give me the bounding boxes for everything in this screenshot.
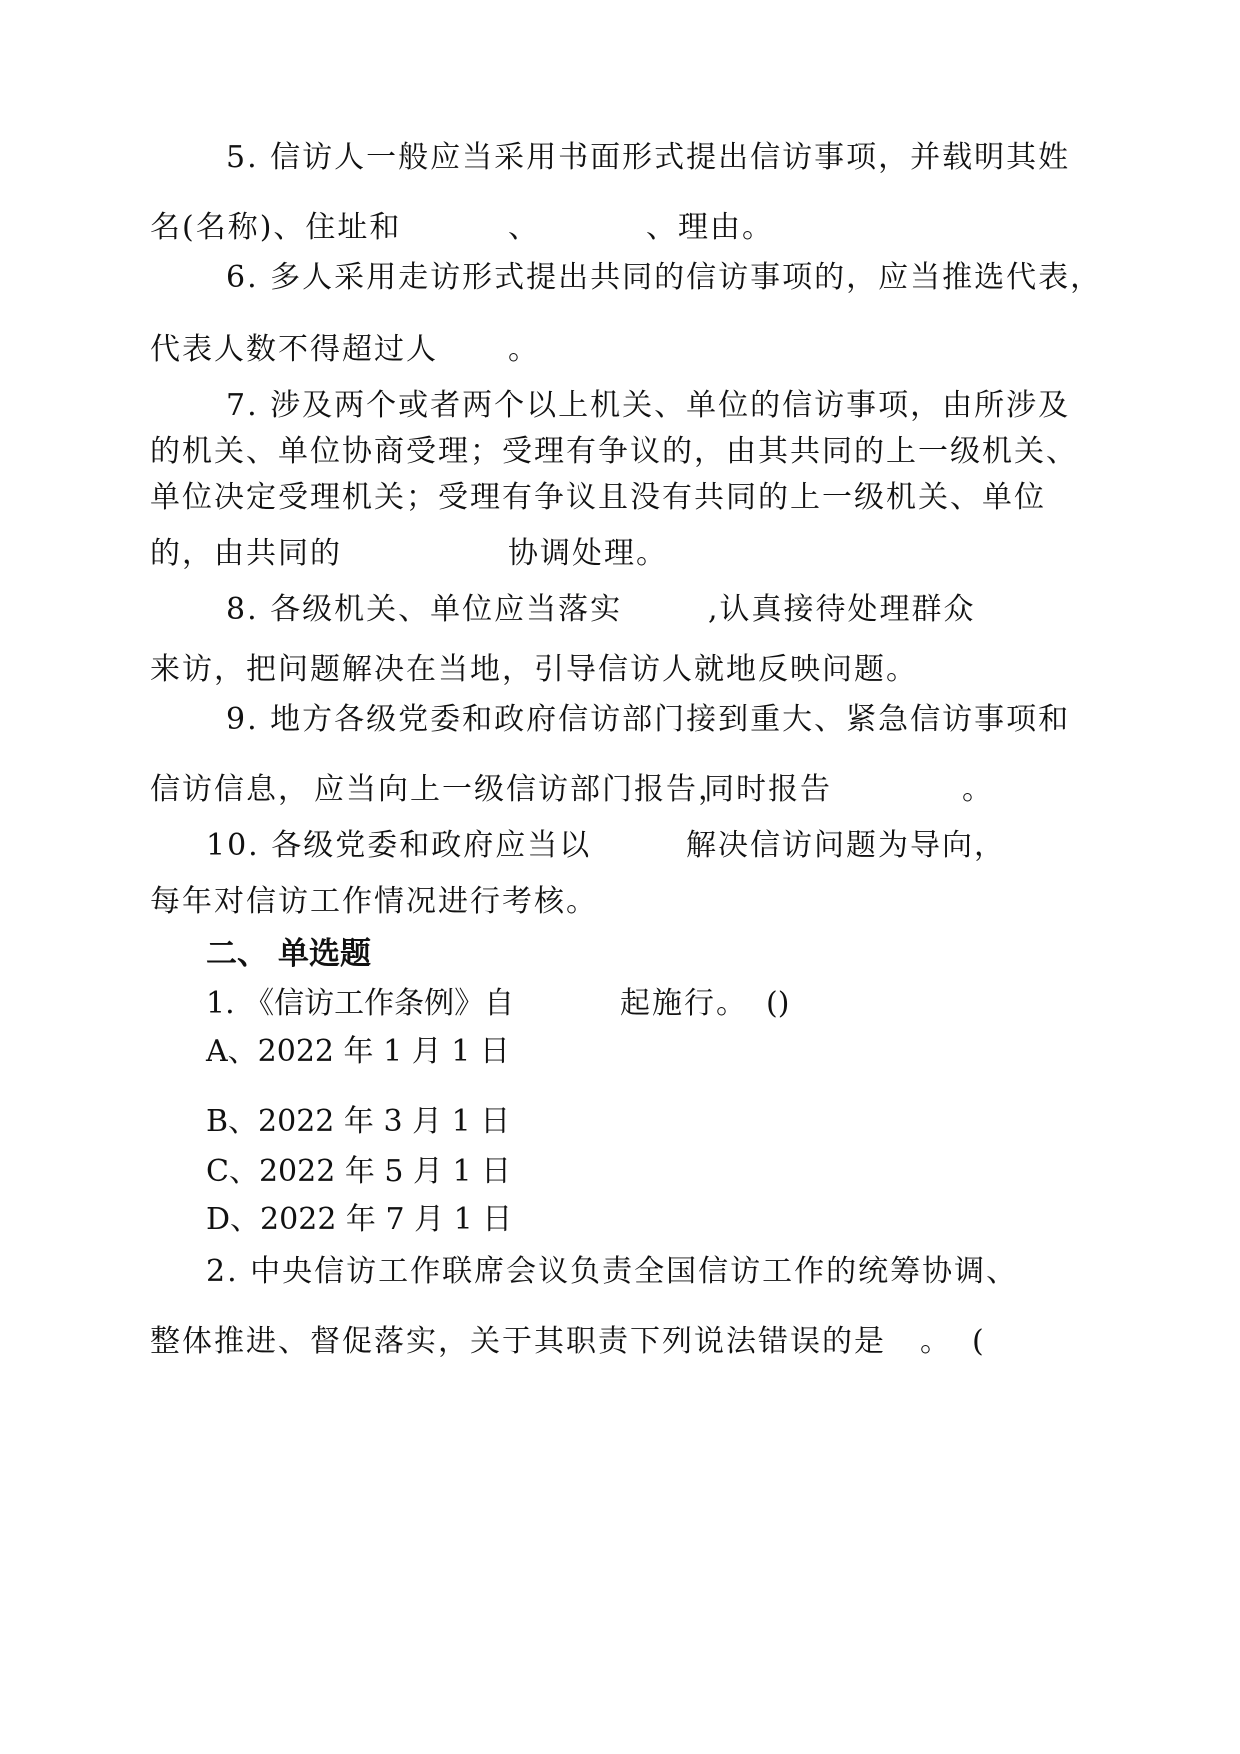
q5-line-2 [150, 208, 401, 248]
q7-line-3: 单位决定受理机关；受理有争议且没有共同的上一级机关、单位 [150, 480, 1046, 515]
sc-q2-line-1: 2. 中央信访工作联席会议负责全国信访工作的统筹协调、 [206, 1254, 1019, 1289]
q9-period: 。 [962, 772, 992, 807]
q10-line-1a: 10. 各级党委和政府应当以 [206, 828, 592, 863]
q9-line-2c: 同时报告 [704, 772, 832, 807]
sc-q1-answer-paren: () [766, 986, 790, 1021]
q9-line-2a: 信访信息， [150, 772, 310, 807]
q5-text-c: 、理由。 [646, 210, 774, 245]
q8-line-1a: 8. 各级机关、单位应当落实 [226, 592, 623, 627]
sc-q2-open-paren: ( [972, 1324, 984, 1359]
q7-line-4b: 协调处理。 [508, 536, 668, 571]
q8-line-2: 来访，把问题解决在当地，引导信访人就地反映问题。 [150, 652, 918, 687]
sc-q1-option-a: A、2022 年 1 月 1 日 [206, 1034, 510, 1069]
q7-line-4a: 的，由共同的 [150, 536, 342, 571]
sc-q1-stem-a: 1. 《信访工作条例》自 [206, 986, 515, 1021]
q6-period: 。 [508, 332, 538, 367]
sc-q1-option-c: C、2022 年 5 月 1 日 [206, 1154, 512, 1189]
q9-line-2b: 应当向上一级信访部门报告， [314, 772, 730, 807]
q6-line-2: 代表人数不得超过人 [150, 332, 438, 367]
section-heading-number: 二、 [206, 936, 268, 972]
sc-q1-stem-b: 起施行。 [620, 986, 748, 1021]
q9-line-1: 9. 地方各级党委和政府信访部门接到重大、紧急信访事项和 [226, 702, 1071, 737]
sc-q1-option-b: B、2022 年 3 月 1 日 [206, 1104, 511, 1139]
q10-line-2: 每年对信访工作情况进行考核。 [150, 884, 598, 919]
sc-q2-line-2a: 整体推进、督促落实，关于其职责下列说法错误的是 [150, 1324, 886, 1359]
q6-line-1: 6. 多人采用走访形式提出共同的信访事项的，应当推选代表， [226, 260, 1103, 295]
q5-line-1: 5. 信访人一般应当采用书面形式提出信访事项，并载明其姓 [226, 140, 1071, 175]
q5-separator: 、 [508, 210, 538, 245]
sc-q1-option-d: D、2022 年 7 月 1 日 [206, 1202, 513, 1237]
sc-q2-period: 。 [920, 1324, 950, 1359]
section-heading-title: 单选题 [278, 936, 371, 972]
q7-line-1: 7. 涉及两个或者两个以上机关、单位的信访事项，由所涉及 [226, 388, 1071, 423]
q7-line-2: 的机关、单位协商受理；受理有争议的，由其共同的上一级机关、 [150, 434, 1078, 469]
q8-line-1b: ,认真接待处理群众 [708, 592, 976, 627]
q10-line-1b: 解决信访问题为导向， [686, 828, 1006, 863]
q5-text-a: 名(名称)、住址和 [150, 210, 402, 245]
